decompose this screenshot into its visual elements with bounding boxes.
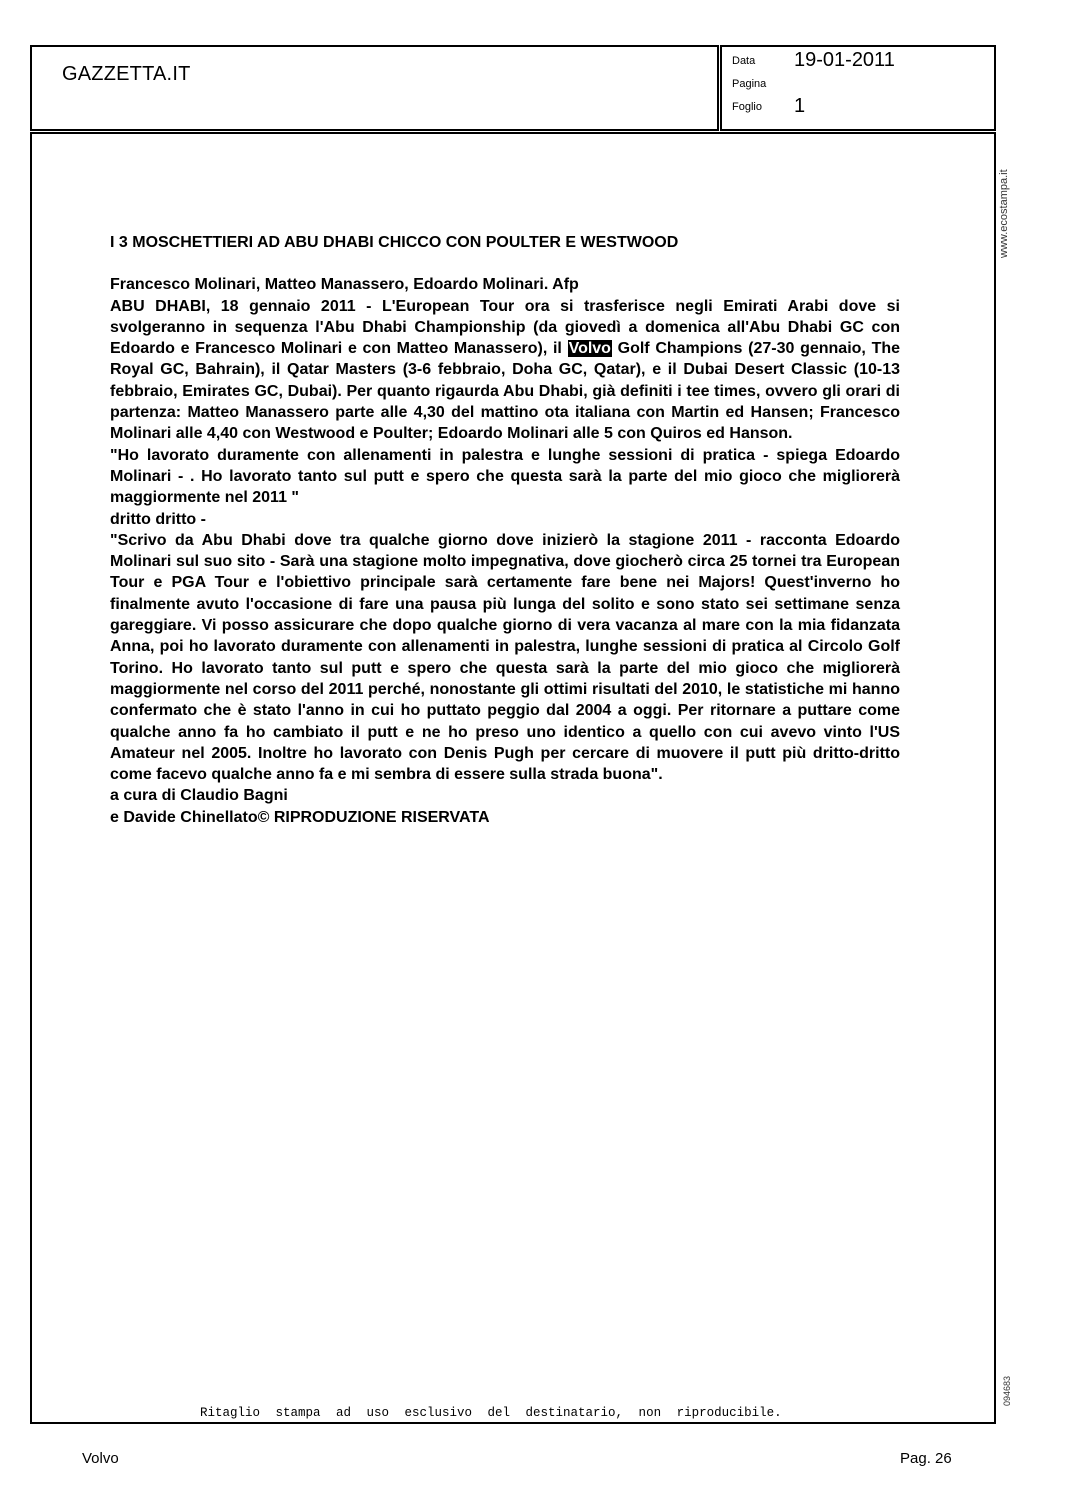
photo-caption: Francesco Molinari, Matteo Manassero, Edoardo Molinari. Afp [110, 276, 579, 294]
disclaimer: Ritaglio stampa ad uso esclusivo del destinatario, non riproducibile. [200, 1406, 782, 1420]
date-value: 19-01-2011 [794, 49, 895, 71]
article-body [110, 232, 900, 828]
header-source-box [30, 45, 719, 131]
sheet-label: Foglio [732, 101, 762, 113]
header-meta-box [720, 45, 996, 131]
footer-keyword: Volvo [82, 1450, 119, 1467]
quote-second: "Scrivo da Abu Dhabi dove tra qualche giorno dove inizierò la stagione 2011 - racconta Edoardo Molinari sul suo sito - Sarà una stagione molto impegnativa, dove giocherò circa 25 tornei tra European Tour e PGA Tour e l'obiettivo principale sarà certamente fare bene nei Majors! Quest'inverno ho finalmente avuto l'occasione di fare una pausa più lunga del solito e sono stato sei settimane senza gareggiare. Vi posso assicurare che dopo qualche giorno di vera vacanza al mare con la mia fidanzata Anna, poi ho lavorato duramente con allenamenti in palestra, lunghe sessioni di pratica al Circolo Golf Torino. Ho lavorato tanto sul putt e spero che questa sarà la parte del mio gioco che migliorerà maggiormente nel corso del 2011 perché, nonostante gli ottimi risultati del 2010, le statistiche mi hanno confermato che è stato l'anno in cui ho puttato peggio dal 2004 a oggi. Per ritornare a puttare come qualche anno fa ho cambiato il putt e ne ho preso uno identico a quello con cui avevo vinto l'US Amateur nel 2005. Inoltre ho lavorato con Denis Pugh per cercare di muovere il putt più dritto-dritto come facevo qualche anno fa e mi sembra di essere sulla strada buona". [110, 531, 900, 784]
side-code: 094683 [1002, 1375, 1012, 1406]
credit-line-2: e Davide Chinellato© RIPRODUZIONE RISERVATA [110, 808, 490, 826]
page-label: Pagina [732, 78, 767, 90]
date-label: Data [732, 55, 756, 67]
publication-name: GAZZETTA.IT [62, 63, 191, 85]
headline: I 3 MOSCHETTIERI AD ABU DHABI CHICCO CON POULTER E WESTWOOD [110, 234, 679, 251]
credit-line-1: a cura di Claudio Bagni [110, 787, 288, 805]
paragraph-intro-end: Golf Champions (27-30 gennaio, The Royal GC, Bahrain), il Qatar Masters (3-6 febbraio, Doha GC, Qatar), e il Dubai Desert Classic (10-13 febbraio, Emirates GC, Dubai). Per quanto rigaurda Abu Dhabi, già definiti i tee times, ovvero gli orari di partenza: Matteo Manassero parte alle 4,30 del mattino ota italiana con Martin ed Hansen; Francesco Molinari alle 4,40 con Westwood e Poulter; Edoardo Molinari alle 5 con Quiros ed Hanson. [110, 340, 901, 443]
subheading: dritto dritto - [110, 510, 206, 528]
footer-page-number: Pag. 26 [900, 1450, 952, 1467]
brand-highlight: Volvo [568, 340, 611, 358]
sheet-value: 1 [794, 95, 806, 117]
side-url: www.ecostampa.it [998, 169, 1010, 258]
paragraph-intro [110, 296, 900, 445]
quote-first: "Ho lavorato duramente con allenamenti in palestra e lunghe sessioni di pratica - spiega Edoardo Molinari - . Ho lavorato tanto sul putt e spero che questa sarà la parte del mio gioco che migliorerà maggiormente nel 2011 " [110, 446, 900, 507]
paragraph-intro-start: ABU DHABI, 18 gennaio 2011 - L'European Tour ora si trasferisce negli Emirati Arabi dove si svolgeranno in sequenza l'Abu Dhabi Championship (da giovedì a domenica all'Abu Dhabi GC con Edoardo e Francesco Molinari e con Matteo Manassero), il [110, 297, 900, 358]
